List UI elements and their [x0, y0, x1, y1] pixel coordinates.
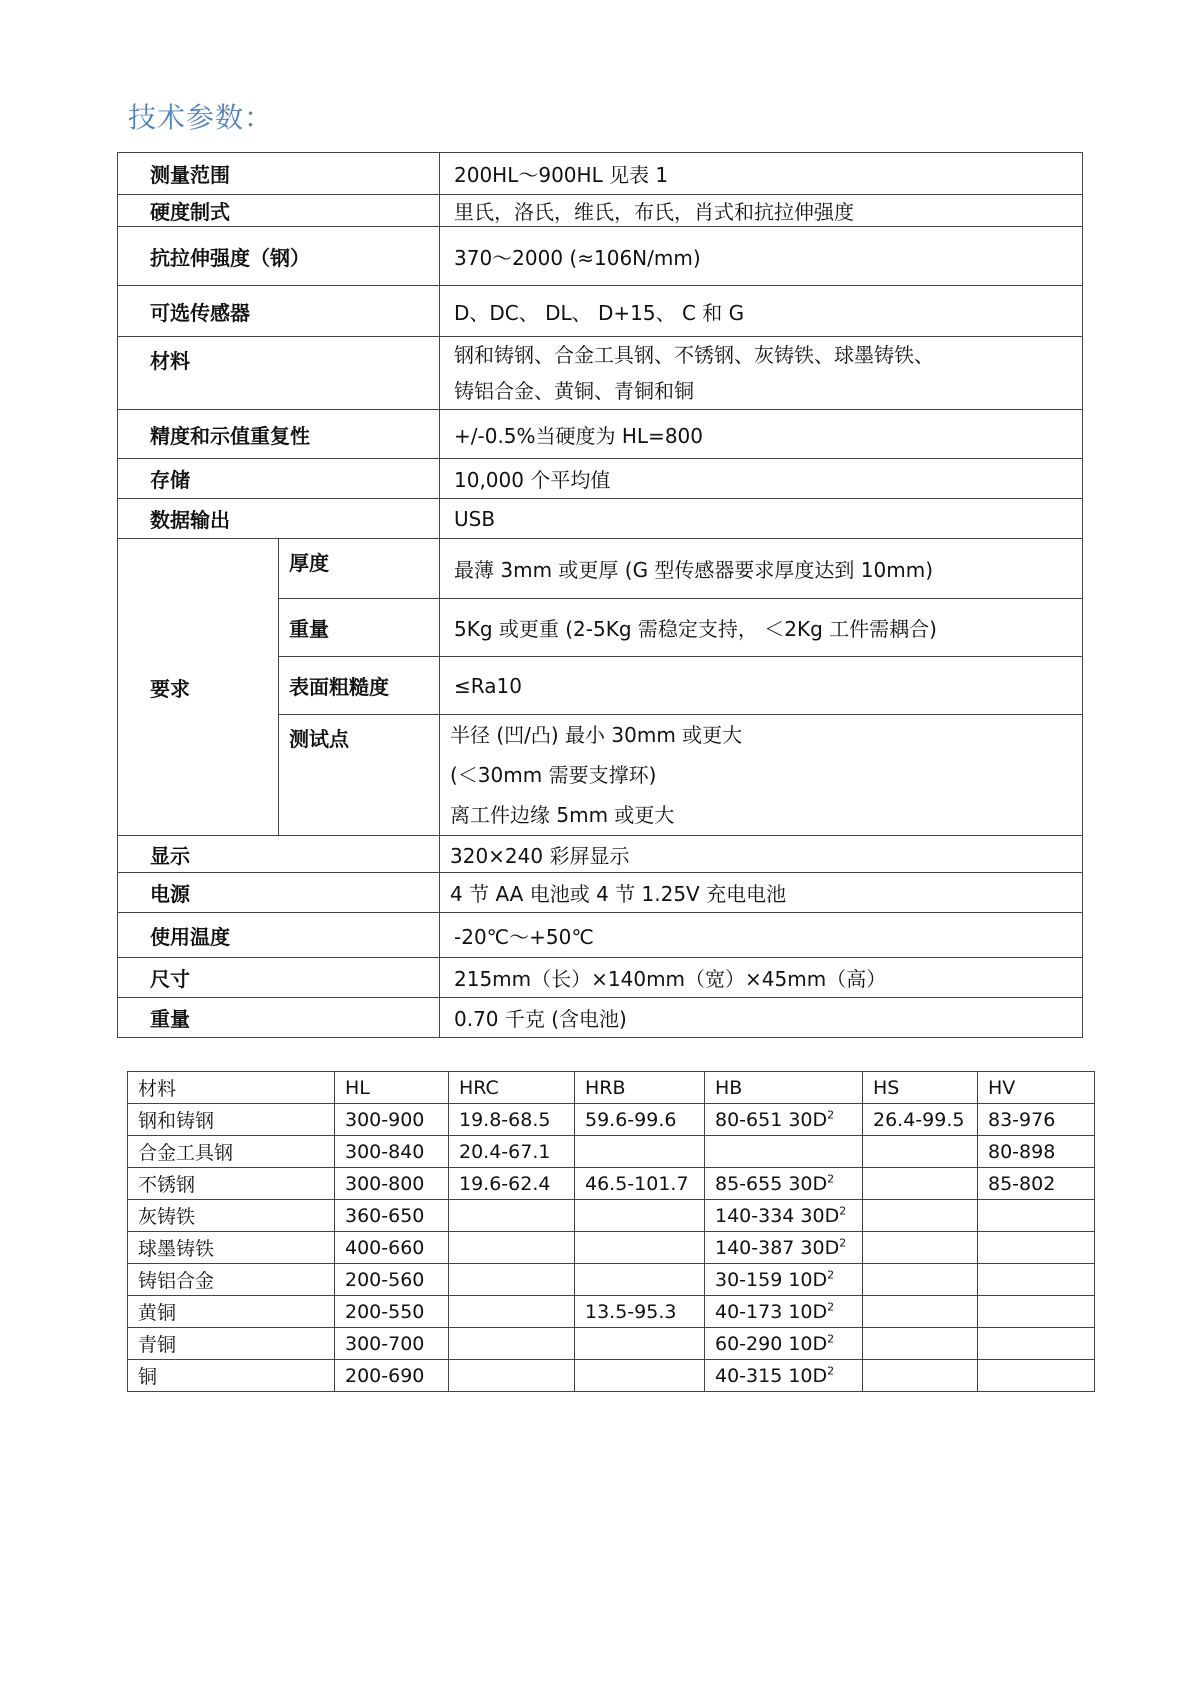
- cell-value: 30-159 10D: [715, 1268, 828, 1291]
- column-header: 材料: [128, 1072, 335, 1104]
- spec-sublabel: 表面粗糙度: [279, 657, 440, 715]
- cell-value: 300-700: [345, 1332, 425, 1355]
- table-cell: [705, 1328, 863, 1360]
- cell-value: 140-387 30D: [715, 1236, 840, 1259]
- table-cell: [128, 1200, 335, 1232]
- superscript: 2: [827, 1300, 835, 1314]
- table-cell: [575, 1136, 705, 1168]
- table-cell: [575, 1296, 705, 1328]
- table-cell: [128, 1296, 335, 1328]
- table-cell: [128, 1360, 335, 1392]
- table-row: [128, 1296, 1095, 1328]
- table-cell: [863, 1328, 978, 1360]
- spec-label: 尺寸: [118, 958, 440, 998]
- table-cell: [978, 1136, 1095, 1168]
- spec-value: 200HL～900HL 见表 1: [440, 153, 1083, 195]
- table-cell: [863, 1104, 978, 1136]
- table-cell: [705, 1104, 863, 1136]
- cell-value: 19.8-68.5: [459, 1108, 551, 1131]
- spec-row-weight: [118, 998, 1083, 1038]
- spec-row-accuracy: [118, 410, 1083, 459]
- spec-label: 要求: [118, 539, 279, 836]
- cell-value: 60-290 10D: [715, 1332, 828, 1355]
- spec-table: [117, 152, 1083, 1038]
- spec-value: 4 节 AA 电池或 4 节 1.25V 充电电池: [440, 873, 1083, 913]
- spec-label: 精度和示值重复性: [118, 410, 440, 459]
- cell-value: 300-800: [345, 1172, 425, 1195]
- table-cell: [335, 1296, 449, 1328]
- table-cell: [863, 1232, 978, 1264]
- table-cell: [335, 1232, 449, 1264]
- table-cell: [978, 1264, 1095, 1296]
- spec-row-tensile: [118, 227, 1083, 286]
- cell-value: 46.5-101.7: [585, 1172, 689, 1195]
- table-cell: [863, 1360, 978, 1392]
- cell-value: 85-802: [988, 1172, 1056, 1195]
- cell-value: 40-315 10D: [715, 1364, 828, 1387]
- table-cell: [863, 1200, 978, 1232]
- spec-row-range: [118, 153, 1083, 195]
- superscript: 2: [839, 1204, 847, 1218]
- material-line: 钢和铸钢、合金工具钢、不锈钢、灰铸铁、球墨铸铁、: [454, 343, 934, 367]
- cell-value: 铜: [138, 1366, 158, 1388]
- cell-value: 360-650: [345, 1204, 425, 1227]
- spec-label: 可选传感器: [118, 286, 440, 337]
- column-header: HV: [978, 1072, 1095, 1104]
- page-title: 技术参数：: [128, 101, 274, 134]
- material-line: 铸铝合金、黄铜、青铜和铜: [454, 379, 694, 403]
- spec-label: 抗拉伸强度（钢）: [118, 227, 440, 286]
- spec-value: D、DC、 DL、 D+15、 C 和 G: [440, 286, 1083, 337]
- spec-row-size: [118, 958, 1083, 998]
- column-header: HRC: [449, 1072, 575, 1104]
- table-cell: [128, 1168, 335, 1200]
- table-cell: [575, 1168, 705, 1200]
- table-cell: [705, 1264, 863, 1296]
- table-cell: [449, 1296, 575, 1328]
- spec-label: 使用温度: [118, 913, 440, 958]
- table-cell: [335, 1104, 449, 1136]
- spec-sublabel: 厚度: [279, 539, 440, 599]
- spec-value: 10,000 个平均值: [440, 459, 1083, 499]
- cell-value: 20.4-67.1: [459, 1140, 551, 1163]
- spec-value: 里氏，洛氏，维氏，布氏，肖式和抗拉伸强度: [440, 195, 1083, 227]
- cell-value: 钢和铸钢: [138, 1110, 215, 1132]
- table-cell: [863, 1168, 978, 1200]
- cell-value: 球墨铸铁: [138, 1238, 215, 1260]
- table-cell: [978, 1104, 1095, 1136]
- table-cell: [335, 1360, 449, 1392]
- hardness-header-row: [128, 1072, 1095, 1104]
- table-row: [128, 1200, 1095, 1232]
- table-cell: [978, 1168, 1095, 1200]
- cell-value: 13.5-95.3: [585, 1300, 677, 1323]
- table-cell: [128, 1104, 335, 1136]
- spec-row-display: [118, 836, 1083, 873]
- spec-value: USB: [440, 499, 1083, 539]
- spec-row-sensor: [118, 286, 1083, 337]
- spec-label: 存储: [118, 459, 440, 499]
- testpoint-line: 半径 (凹/凸) 最小 30mm 或更大: [450, 723, 743, 747]
- table-row: [128, 1104, 1095, 1136]
- cell-value: 灰铸铁: [138, 1206, 196, 1228]
- spec-row-thickness: [118, 539, 1083, 599]
- superscript: 2: [827, 1172, 835, 1186]
- table-cell: [449, 1360, 575, 1392]
- column-header: HS: [863, 1072, 978, 1104]
- spec-row-storage: [118, 459, 1083, 499]
- table-cell: [335, 1328, 449, 1360]
- table-cell: [128, 1136, 335, 1168]
- cell-value: 300-900: [345, 1108, 425, 1131]
- table-cell: [575, 1232, 705, 1264]
- spec-row-output: [118, 499, 1083, 539]
- spec-label: 硬度制式: [118, 195, 440, 227]
- table-row: [128, 1264, 1095, 1296]
- spec-row-power: [118, 873, 1083, 913]
- cell-value: 85-655 30D: [715, 1172, 828, 1195]
- table-cell: [449, 1232, 575, 1264]
- table-cell: [705, 1168, 863, 1200]
- cell-value: 59.6-99.6: [585, 1108, 677, 1131]
- cell-value: 40-173 10D: [715, 1300, 828, 1323]
- table-cell: [863, 1136, 978, 1168]
- cell-value: 200-690: [345, 1364, 425, 1387]
- cell-value: 合金工具钢: [138, 1142, 234, 1164]
- table-cell: [863, 1296, 978, 1328]
- table-cell: [128, 1232, 335, 1264]
- cell-value: 青铜: [138, 1334, 177, 1356]
- spec-value: +/-0.5%当硬度为 HL=800: [440, 410, 1083, 459]
- table-cell: [705, 1136, 863, 1168]
- table-cell: [978, 1328, 1095, 1360]
- spec-value: 最薄 3mm 或更厚 (G 型传感器要求厚度达到 10mm): [440, 539, 1083, 599]
- table-cell: [128, 1264, 335, 1296]
- table-cell: [575, 1264, 705, 1296]
- table-cell: [705, 1232, 863, 1264]
- table-cell: [978, 1200, 1095, 1232]
- table-cell: [575, 1328, 705, 1360]
- superscript: 2: [839, 1236, 847, 1250]
- cell-value: 200-560: [345, 1268, 425, 1291]
- table-cell: [575, 1360, 705, 1392]
- table-cell: [335, 1264, 449, 1296]
- cell-value: 不锈钢: [138, 1174, 196, 1196]
- table-cell: [128, 1328, 335, 1360]
- table-cell: [705, 1200, 863, 1232]
- superscript: 2: [827, 1364, 835, 1378]
- column-header: HRB: [575, 1072, 705, 1104]
- testpoint-line: 离工件边缘 5mm 或更大: [450, 803, 675, 827]
- superscript: 2: [827, 1268, 835, 1282]
- table-cell: [978, 1296, 1095, 1328]
- spec-label: 显示: [118, 836, 440, 873]
- superscript: 2: [827, 1108, 835, 1122]
- column-header: HB: [705, 1072, 863, 1104]
- spec-row-scale: [118, 195, 1083, 227]
- table-cell: [705, 1296, 863, 1328]
- table-cell: [335, 1136, 449, 1168]
- table-cell: [449, 1328, 575, 1360]
- table-cell: [335, 1168, 449, 1200]
- table-row: [128, 1360, 1095, 1392]
- column-header: HL: [335, 1072, 449, 1104]
- table-cell: [705, 1360, 863, 1392]
- cell-value: 80-898: [988, 1140, 1056, 1163]
- table-cell: [449, 1200, 575, 1232]
- spec-label: 电源: [118, 873, 440, 913]
- cell-value: 140-334 30D: [715, 1204, 840, 1227]
- spec-row-material: [118, 337, 1083, 410]
- spec-value: 370～2000 (≈106N/mm): [440, 227, 1083, 286]
- table-cell: [575, 1200, 705, 1232]
- spec-value: 5Kg 或更重 (2-5Kg 需稳定支持， ＜2Kg 工件需耦合): [440, 599, 1083, 657]
- testpoint-line: (＜30mm 需要支撑环): [450, 763, 657, 787]
- spec-sublabel: 重量: [279, 599, 440, 657]
- spec-value: -20℃～+50℃: [440, 913, 1083, 958]
- spec-value: 320×240 彩屏显示: [440, 836, 1083, 873]
- table-row: [128, 1328, 1095, 1360]
- table-cell: [449, 1136, 575, 1168]
- cell-value: 83-976: [988, 1108, 1056, 1131]
- spec-label: 材料: [118, 337, 440, 410]
- spec-value: 215mm（长）×140mm（宽）×45mm（高）: [440, 958, 1083, 998]
- table-cell: [449, 1104, 575, 1136]
- table-cell: [335, 1200, 449, 1232]
- spec-value: [440, 715, 1083, 836]
- cell-value: 19.6-62.4: [459, 1172, 551, 1195]
- spec-label: 测量范围: [118, 153, 440, 195]
- table-cell: [978, 1232, 1095, 1264]
- table-cell: [449, 1168, 575, 1200]
- table-cell: [978, 1360, 1095, 1392]
- spec-sublabel: 测试点: [279, 715, 440, 836]
- table-row: [128, 1232, 1095, 1264]
- cell-value: 26.4-99.5: [873, 1108, 965, 1131]
- spec-value: ≤Ra10: [440, 657, 1083, 715]
- cell-value: 80-651 30D: [715, 1108, 828, 1131]
- spec-label: 数据输出: [118, 499, 440, 539]
- table-cell: [863, 1264, 978, 1296]
- cell-value: 铸铝合金: [138, 1270, 215, 1292]
- cell-value: 200-550: [345, 1300, 425, 1323]
- spec-value: [440, 337, 1083, 410]
- table-cell: [449, 1264, 575, 1296]
- table-cell: [575, 1104, 705, 1136]
- spec-row-temp: [118, 913, 1083, 958]
- hardness-table: [127, 1071, 1095, 1392]
- cell-value: 黄铜: [138, 1302, 177, 1324]
- table-row: [128, 1136, 1095, 1168]
- spec-label: 重量: [118, 998, 440, 1038]
- spec-value: 0.70 千克 (含电池): [440, 998, 1083, 1038]
- cell-value: 300-840: [345, 1140, 425, 1163]
- cell-value: 400-660: [345, 1236, 425, 1259]
- superscript: 2: [827, 1332, 835, 1346]
- table-row: [128, 1168, 1095, 1200]
